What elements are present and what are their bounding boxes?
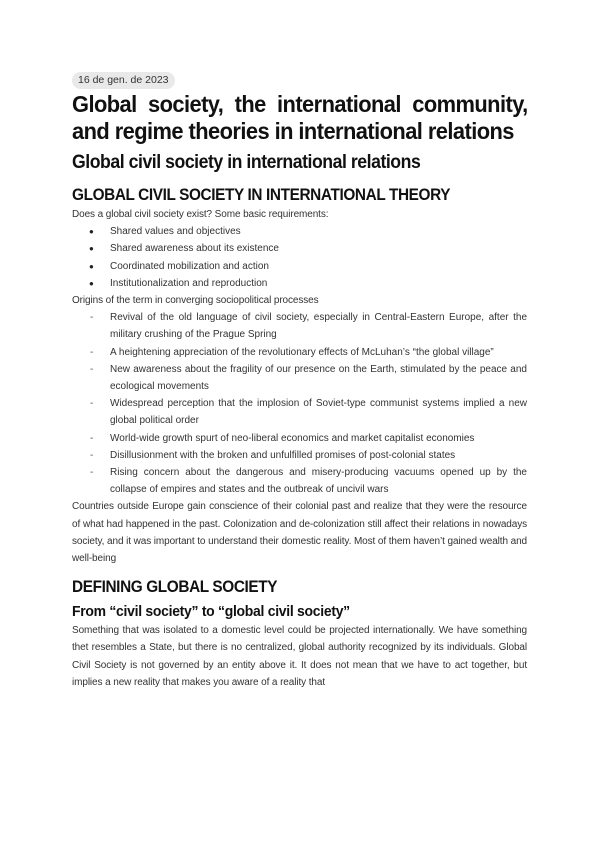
dash-marker-icon: - (90, 312, 94, 324)
list-item (72, 309, 527, 343)
bullet-dot-icon: ● (89, 227, 94, 237)
section-heading-theory: GLOBAL CIVIL SOCIETY IN INTERNATIONAL THEORY (72, 186, 451, 204)
list-item-text: A heightening appreciation of the revolutionary effects of McLuhan’s “the global village” (110, 346, 494, 358)
list-item-text: World-wide growth spurt of neo-liberal economics and market capitalist economies (110, 432, 475, 444)
document-content (72, 70, 527, 691)
list-item-text: Shared awareness about its existence (110, 243, 279, 255)
origins-intro: Origins of the term in converging sociopolitical processes (72, 295, 319, 307)
bullet-dot-icon: ● (89, 261, 94, 271)
document-subtitle: Global civil society in international relations (72, 152, 421, 173)
list-item-text: Widespread perception that the implosion of Soviet-type communist systems implied a new global political order (110, 398, 527, 427)
dash-marker-icon: - (90, 363, 94, 375)
bullet-dot-icon: ● (89, 278, 94, 288)
list-item (72, 395, 527, 429)
section-subheading: From “civil society” to “global civil society” (72, 603, 350, 621)
list-item-text: Institutionalization and reproduction (110, 277, 268, 289)
list-item (72, 258, 527, 275)
document-title: Global society, the international community, and regime theories in international relations (72, 91, 528, 144)
list-item-text: Shared values and objectives (110, 226, 241, 238)
list-item (72, 430, 527, 447)
list-item (72, 240, 527, 257)
list-item (72, 447, 527, 464)
date-chip[interactable]: 16 de gen. de 2023 (72, 72, 175, 89)
list-item (72, 464, 527, 498)
section-heading-defining: DEFINING GLOBAL SOCIETY (72, 578, 278, 597)
list-item-text: Coordinated mobilization and action (110, 260, 269, 272)
dash-marker-icon: - (90, 432, 94, 444)
list-item-text: Revival of the old language of civil society, especially in Central-Eastern Europe, after the military crushing of the Prague Spring (110, 312, 527, 341)
list-item (72, 275, 527, 292)
dash-marker-icon: - (90, 467, 94, 479)
list-item-text: Rising concern about the dangerous and misery-producing vacuums opened up by the collapse of empires and states and the outbreak of uncivil wars (110, 467, 527, 496)
dash-marker-icon: - (90, 449, 94, 461)
section-body-paragraph: Something that was isolated to a domestic level could be projected internationally. We have something thet resembles a State, but there is no centralized, global authority recognized by its individuals. Global Civil Society is not governed by an entity above it. It does not mean that we have to act together, but implies a new reality that makes you aware of a reality that (72, 625, 527, 688)
list-item-text: New awareness about the fragility of our presence on the Earth, stimulated by the peace and ecological movements (110, 363, 527, 393)
list-item (72, 223, 527, 240)
requirements-list (72, 223, 527, 292)
dash-marker-icon: - (90, 346, 94, 358)
origins-list (72, 309, 527, 498)
bullet-dot-icon: ● (89, 244, 94, 254)
list-item-text: Disillusionment with the broken and unfulfilled promises of post-colonial states (110, 449, 456, 461)
section-closing-paragraph: Countries outside Europe gain conscience of their colonial past and realize that they were the resource of what had happened in the past. Colonization and de-colonization still affect their relations in nowadays society, and it was important to understand their domestic reality. Most of them haven’t gained wealth and well-being (72, 501, 527, 565)
list-item (72, 361, 527, 395)
list-item (72, 344, 527, 361)
requirements-intro: Does a global civil society exist? Some basic requirements: (72, 209, 329, 220)
dash-marker-icon: - (90, 398, 94, 410)
